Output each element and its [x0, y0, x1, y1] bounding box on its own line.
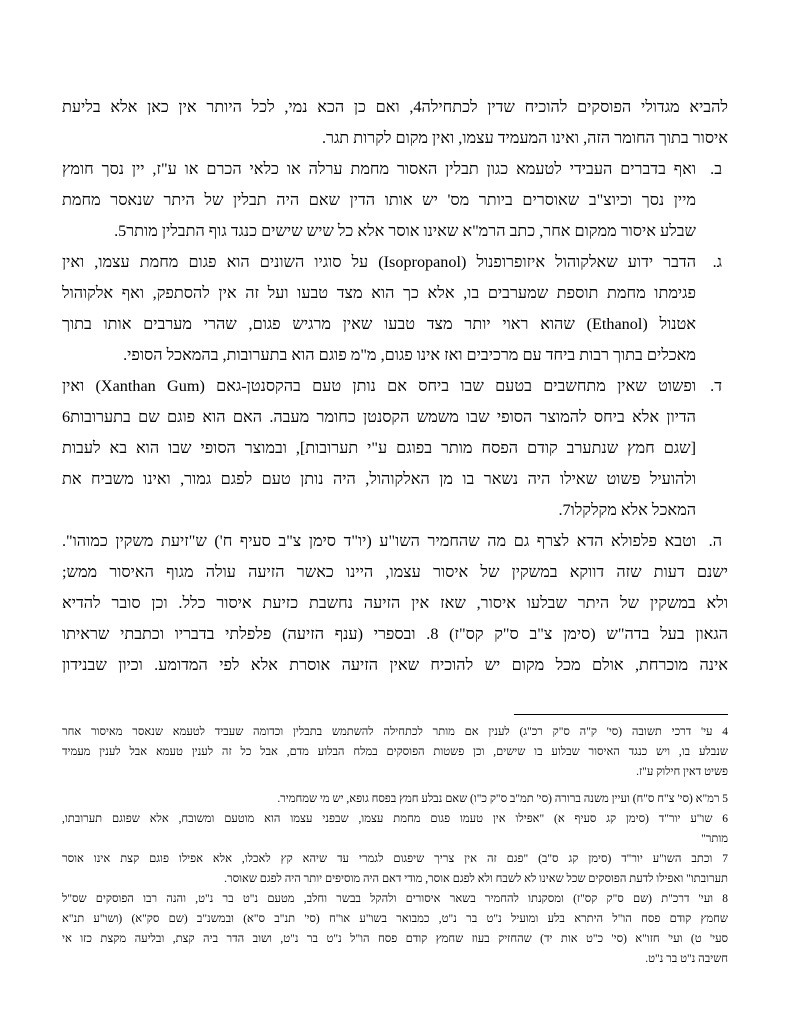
paragraph-line: ולא במשקין של היתר שבלעו איסור, שאז אין הזיעה נחשבת כזיעת איסור כלל. וכן סובר להדיא — [62, 594, 728, 612]
footnote-line: סעי' ט) ועי' חזו"א (סי' כ"ט אות יד) שהחזיק בעוז שחמץ קודם פסח הו"ל נ"ט בר נ"ט, ושוב הדר ביה קצת, ובליעה מקצת כזו אי — [62, 933, 728, 945]
footnote-line: 5 רמ"א (סי' צ"ח ס"ח) ועיין משנה ברורה (סי' תמ"ב ס"ק כ"ו) שאם נבלע חמץ בפסח גופא, יש מי שמחמיר. — [277, 793, 728, 805]
paragraph-item-g — [62, 247, 722, 371]
paragraph-line: ואף בדברים העבידי לטעמא כגון תבלין האסור מחמת ערלה או כלאי הכרם או ע"ז, יין נסך חומץ — [62, 160, 696, 178]
paragraph-line: [שגם חמץ שנתערב קודם הפסח מותר בפוגם ע"י תערובות], ובמוצר הסופי שבו הוא בא לעבות — [62, 439, 696, 457]
paragraph-item-h — [62, 526, 728, 681]
paragraph-line: מיין נסך וכיוצ"ב שאוסרים ביותר מס' יש אותו הדין שאם היה תבלין של היתר שנאסר מחמת — [62, 191, 696, 209]
item-marker: ג. — [712, 253, 722, 271]
paragraph-line: ולהועיל פשוט שאילו היה נשאר בו מן האלקוהול, היה נותן טעם לפגם גמור, ואינו משביח את — [62, 470, 696, 488]
footnote-7 — [62, 849, 728, 889]
intro-line: איסור בתוך החומר הזה, ואינו המעמיד עצמו, ואין מקום לקרות תגר. — [321, 129, 728, 147]
footnote-line: שחמץ קודם פסח הו"ל היתרא בלע ומועיל נ"ט בר נ"ט, כמבואר בשו"ע או"ח (סי' תנ"ב ס"א) ובמשנ"ב (שם סק"א) (ושו"ע תנ"א — [62, 913, 728, 925]
footnote-line: תערובתו" ואפילו לדעת הפוסקים שכל שאינו לא לשבח ולא לפגם אוסר, מודי דאם היה מוסיפים יותר היה לפגם שאוסר. — [224, 873, 728, 885]
footnotes — [62, 722, 728, 969]
footnote-separator — [514, 714, 728, 715]
footnote-line: פשיט דאין חילוק ע"ז. — [636, 766, 728, 778]
main-text — [62, 92, 728, 681]
paragraph-line: אינה מוכרחת, אולם מכל מקום יש להוכיח שאין הזיעה אוסרת אלא לפי המדומע. וכיון שבנידון — [62, 656, 728, 674]
paragraph-line: הגאון בעל בדה"ש (סימן צ"ב ס"ק קס"ז) 8. ובספרי (ענף הזיעה) פלפלתי בדבריו וכתבתי שראיתו — [62, 625, 728, 643]
footnote-line: 4 עי' דרכי תשובה (סי' ק"ה ס"ק רכ"ג) לענין אם מותר לכתחילה להשתמש בתבלין וכדומה שעביד לטעמא שנאסר מאיסור אחר — [62, 726, 728, 738]
footnote-line: חשיבה נ"ט בר נ"ט. — [645, 953, 728, 965]
footnote-line: 6 שו"ע יור"ד (סימן קג סעיף א) "אפילו אין טעמו פגום מחמת עצמו, שבפני עצמו הוא מוטעם ומשובח, אלא שפוגם תערובתו, — [62, 813, 728, 825]
item-marker: ב. — [710, 160, 722, 178]
paragraph-line: המאכל אלא מקלקלו7. — [558, 501, 696, 519]
paragraph-item-b — [62, 154, 722, 247]
paragraph-line: פגימתו מחמת תוספת שמערבים בו, אלא כך הוא מצד טבעו ועל זה אין להסתפק, ואף אלקוהול — [62, 284, 696, 302]
footnote-5 — [62, 789, 728, 809]
paragraph-line: ישנם דעות שזה דווקא במשקין של איסור עצמו, היינו כאשר הזיעה עולה מגוף האיסור ממש; — [62, 563, 728, 581]
paragraph-line: אטנול (Ethanol) שהוא ראוי יותר מצד טבעו שאין מרגיש פגום, שהרי מערבים אותו בתוך — [62, 315, 696, 333]
paragraph-line: הדבר ידוע שאלקוהול איזופרופנול (Isopropanol) על סוגיו השונים הוא פגום מחמת עצמו, ואין — [62, 253, 696, 271]
footnote-line: שנבלע בו, ויש כנגד האיסור שבלוע בו שישים, וכן פשטות הפוסקים במלח הבלוע מדם, אבל כל זה לענין טעמא אבל לענין מעמיד — [62, 746, 728, 758]
footnote-line: מותר" — [701, 833, 728, 845]
footnote-line: 8 ועי' דרכ"ת (שם ס"ק קס"ז) ומסקנתו להחמיר בשאר איסורים ולהקל בבשר וחלב, מטעם נ"ט בר נ"ט, והנה רבו הפוסקים שס"ל — [62, 893, 728, 905]
footnote-4 — [62, 722, 728, 782]
item-marker: ד. — [710, 377, 722, 395]
paragraph-line: מאכלים בתוך רבות ביחד עם מרכיבים ואז אינו פגום, מ"מ פוגם הוא בתערובות, בהמאכל הסופי. — [123, 346, 696, 364]
intro-line: להביא מגדולי הפוסקים להוכיח שדין לכתחילה4, ואם כן הכא נמי, לכל היותר אין כאן אלא בליעת — [62, 98, 728, 116]
paragraph-line: וטבא פלפולא הדא לצרף גם מה שהחמיר השו"ע (יו"ד סימן צ"ב סעיף ח') ש"זיעת משקין כמוהו". — [62, 532, 696, 550]
paragraph-line: הדיון אלא ביחס להמוצר הסופי שבו משמש הקסנטן כחומר מעבה. האם הוא פוגם שם בתערובות6 — [62, 408, 696, 426]
paragraph-line: ופשוט שאין מתחשבים בטעם שבו ביחס אם נותן טעם בהקסנטן-גאם (Xanthan Gum) ואין — [62, 377, 696, 395]
footnote-8 — [62, 889, 728, 969]
footnote-6 — [62, 809, 728, 849]
footnote-line: 7 וכתב השו"ע יור"ד (סימן קג ס"ב) "פגם זה אין צריך שיפגום לגמרי עד שיהא קץ לאכלו, אלא אפילו פוגם קצת אינו אוסר — [62, 853, 728, 865]
paragraph-line: שבלע איסור ממקום אחר, כתב הרמ"א שאינו אוסר אלא כל שיש שישים כנגד גוף התבלין מותר5. — [114, 222, 696, 240]
item-marker: ה. — [708, 532, 722, 550]
paragraph-item-d — [62, 371, 722, 526]
